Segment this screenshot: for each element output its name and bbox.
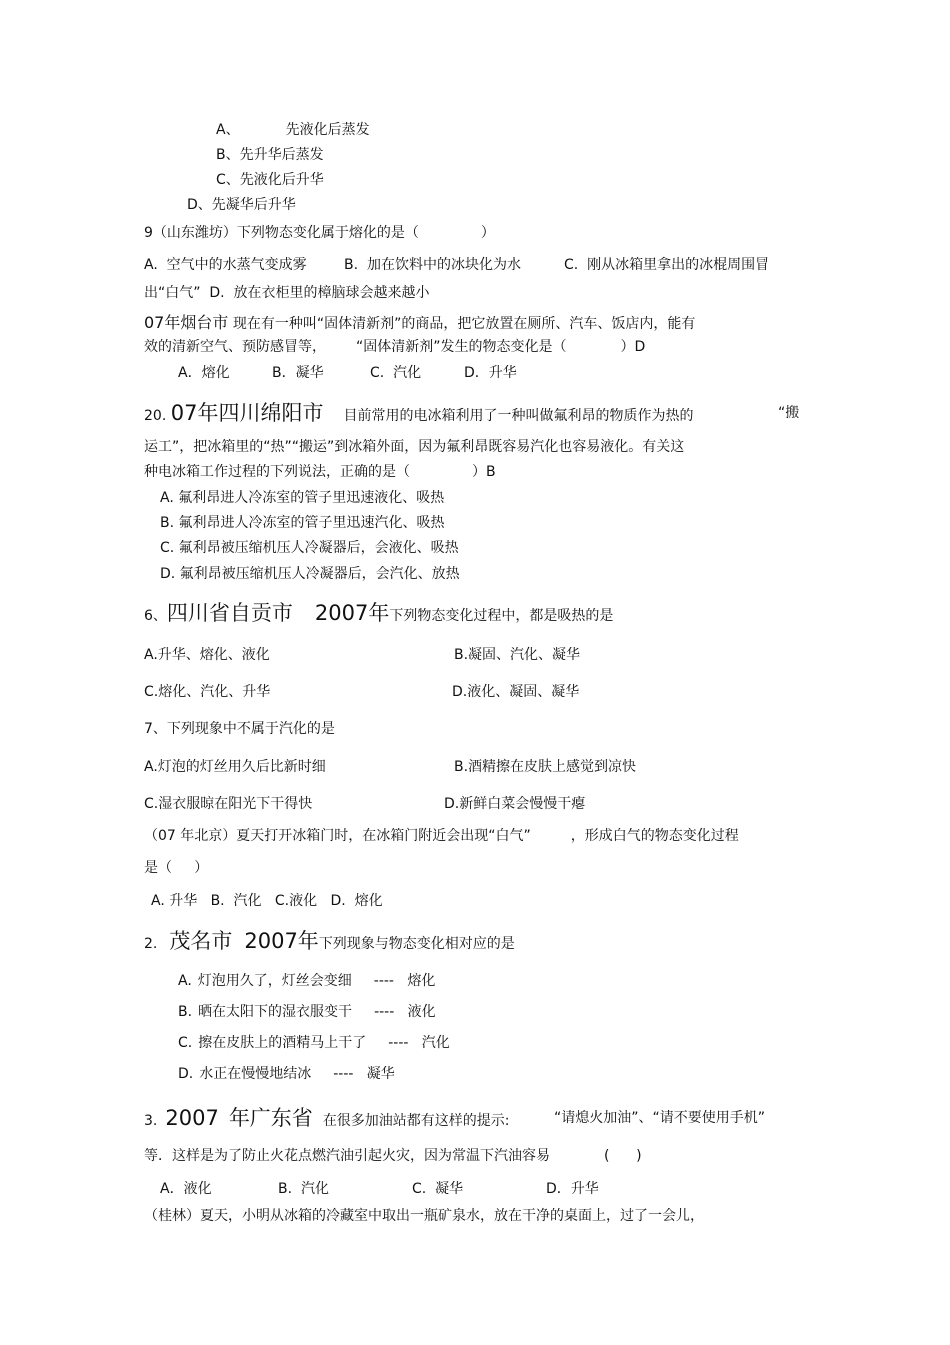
option-label: D. — [178, 1066, 194, 1082]
option-label: B. — [178, 1004, 193, 1020]
question-3-line2 — [144, 1147, 642, 1165]
source-year: 2007 — [165, 1106, 219, 1130]
option-answer: ---- 液化 — [374, 1004, 436, 1020]
question-20-line1-end: “搬 — [778, 405, 800, 421]
question-yantai-option-b: B．凝华 — [272, 365, 324, 381]
stem-text: 效的清新空气、预防感冒等， — [144, 339, 326, 355]
question-9-line2: 出“白气” D. 放在衣柜里的樟脑球会越来越小 — [144, 285, 430, 301]
question-3-option-b: B. 汽化 — [278, 1181, 329, 1197]
option-label: C. — [178, 1035, 193, 1051]
stem-text: 等．这样是为了防止火花点燃汽油引起火灾，因为常温下汽油容易 — [144, 1148, 550, 1164]
option-a — [216, 121, 370, 139]
option-answer: ---- 熔化 — [373, 973, 436, 989]
stem-text: ，形成白气的物态变化过程 — [570, 828, 739, 844]
stem-text: （07 年北京）夏天打开冰箱门时，在冰箱门附近会出现“白气” — [144, 828, 531, 844]
question-number: 3. — [144, 1113, 158, 1129]
question-3-option-d: D．升华 — [546, 1181, 599, 1197]
option-text: 水正在慢慢地结冰 — [199, 1066, 312, 1082]
question-9-stem — [144, 224, 495, 242]
stem-text: 种电冰箱工作过程的下列说法，正确的是（ — [144, 464, 410, 480]
question-6-option-d: D.液化、凝固、凝华 — [452, 684, 580, 700]
option-text: 先液化后蒸发 — [285, 122, 370, 138]
question-2-option-b — [178, 1003, 436, 1021]
question-3-option-c: C. 凝华 — [412, 1181, 464, 1197]
question-yantai-line2 — [144, 338, 645, 356]
question-number: 20. — [144, 408, 171, 424]
question-beijing-line2: 是（ ） — [144, 860, 209, 876]
stem-text: 现在有一种叫“固体清新剂”的商品，把它放置在厕所、汽车、饭店内，能有 — [228, 316, 696, 332]
option-text: 晒在太阳下的湿衣服变干 — [198, 1004, 353, 1020]
question-7-option-c: C.湿衣服晾在阳光下干得快 — [144, 796, 313, 812]
source-label: 07年烟台市 — [144, 313, 229, 332]
source-label: 四川省自贡市 — [166, 601, 293, 625]
question-2-option-d — [178, 1065, 395, 1083]
question-number: 2. — [144, 936, 158, 952]
answer-paren: ( ) — [604, 1148, 642, 1164]
option-label: A、 — [216, 122, 240, 138]
question-20-line3 — [144, 463, 496, 481]
question-beijing-line1 — [144, 827, 739, 845]
stem-text: 目前常用的电冰箱利用了一种叫做氟利昂的物质作为热的 — [343, 408, 694, 424]
stem-text: 下列物态变化过程中，都是吸热的是 — [389, 608, 614, 624]
question-7-option-a: A.灯泡的灯丝用久后比新时细 — [144, 759, 326, 775]
question-beijing-options: A. 升华 B. 汽化 C.液化 D. 熔化 — [151, 893, 383, 909]
question-20-option-b: B. 氟利昂进人冷冻室的管子里迅速汽化、吸热 — [160, 515, 445, 531]
answer: ）B — [472, 464, 496, 480]
option-text: 擦在皮肤上的酒精马上干了 — [198, 1035, 367, 1051]
question-yantai-line1 — [144, 314, 695, 333]
option-label: A. — [178, 973, 192, 989]
question-2-option-c — [178, 1034, 450, 1052]
stem-text: 9（山东潍坊）下列物态变化属于熔化的是（ — [144, 225, 419, 241]
source-year: 2007年 — [244, 929, 319, 953]
question-9-option-b: B. 加在饮料中的冰块化为水 — [344, 257, 521, 273]
stem-text: 在很多加油站都有这样的提示: — [322, 1113, 510, 1129]
question-20-line2: 运工”，把冰箱里的“热”“搬运”到冰箱外面，因为氟利昂既容易汽化也容易液化。有关这 — [144, 439, 685, 455]
question-guilin-stem: （桂林）夏天，小明从冰箱的冷藏室中取出一瓶矿泉水，放在干净的桌面上，过了一会儿， — [144, 1208, 704, 1224]
question-3-line1 — [144, 1105, 510, 1134]
question-7-option-b: B.酒精擦在皮肤上感觉到凉快 — [454, 759, 637, 775]
question-6-option-c: C.熔化、汽化、升华 — [144, 684, 271, 700]
source-label: 年广东省 — [228, 1106, 313, 1130]
source-label: 07年四川绵阳市 — [170, 401, 324, 425]
stem-text: “固体清新剂”发生的物态变化是（ — [356, 339, 567, 355]
option-text: 灯泡用久了，灯丝会变细 — [197, 973, 352, 989]
option-answer: ---- 汽化 — [388, 1035, 450, 1051]
question-2-stem — [144, 928, 515, 957]
paren-close: ） — [480, 225, 495, 241]
option-answer: ---- 凝华 — [333, 1066, 395, 1082]
question-20-option-a: A. 氟利昂进人冷冻室的管子里迅速液化、吸热 — [160, 490, 445, 506]
question-20-line1 — [144, 400, 693, 429]
question-7-option-d: D.新鲜白菜会慢慢干瘪 — [444, 796, 586, 812]
question-yantai-option-a: A．熔化 — [178, 365, 230, 381]
question-6-option-a: A.升华、熔化、液化 — [144, 647, 270, 663]
question-9-option-a: A. 空气中的水蒸气变成雾 — [144, 257, 307, 273]
question-number: 6、 — [144, 608, 167, 624]
stem-text: 下列现象与物态变化相对应的是 — [318, 936, 515, 952]
question-6-option-b: B.凝固、汽化、凝华 — [454, 647, 581, 663]
question-20-option-c: C. 氟利昂被压缩机压人冷凝器后，会液化、吸热 — [160, 540, 459, 556]
question-7-stem: 7、下列现象中不属于汽化的是 — [144, 721, 335, 737]
option-d: D、先凝华后升华 — [187, 197, 296, 213]
question-3-line1-end: “请熄火加油”、“请不要使用手机” — [554, 1110, 766, 1126]
answer: ）D — [620, 339, 646, 355]
question-yantai-option-d: D．升华 — [464, 365, 517, 381]
question-yantai-option-c: C. 汽化 — [370, 365, 422, 381]
question-3-option-a: A．液化 — [160, 1181, 212, 1197]
question-2-option-a — [178, 972, 435, 990]
option-b: B、先升华后蒸发 — [216, 147, 324, 163]
source-label: 茂名市 — [169, 929, 233, 953]
option-c: C、先液化后升华 — [216, 172, 324, 188]
question-6-stem — [144, 600, 613, 629]
question-9-option-c: C. 刚从冰箱里拿出的冰棍周围冒 — [564, 257, 770, 273]
source-year: 2007年 — [314, 601, 390, 625]
question-20-option-d: D. 氟利昂被压缩机压人冷凝器后，会汽化、放热 — [160, 566, 460, 582]
